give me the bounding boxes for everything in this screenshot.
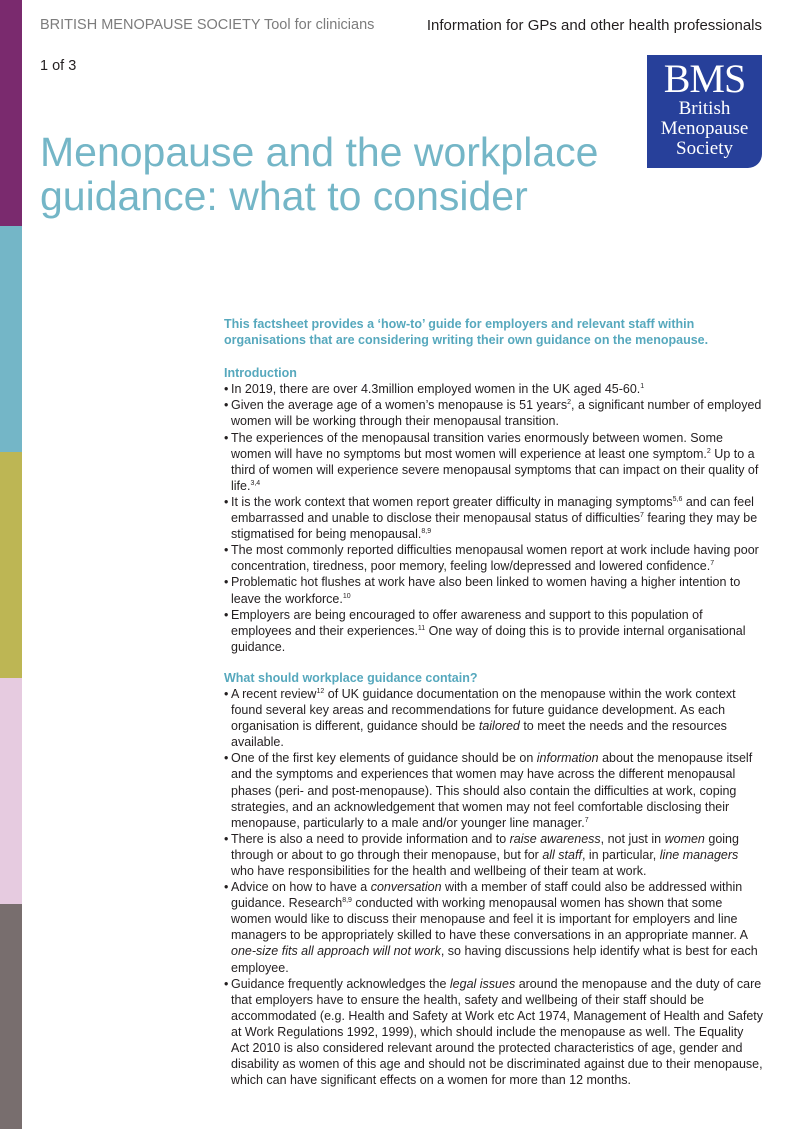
text-run: conducted with working menopausal women has shown that some women would like to discuss their menopause and feel it is important for employers and line managers to be appropriately skilled to have these conversations in an appropriate manner. A	[231, 896, 748, 943]
text-run: One of the first key elements of guidance should be on	[231, 751, 537, 766]
bullet-item	[224, 879, 764, 976]
italic-text: information	[536, 751, 599, 766]
citation-superscript: 3,4	[250, 479, 261, 487]
section	[224, 670, 764, 1088]
text-run: In 2019, there are over 4.3million employed women in the UK aged 45-60.	[231, 382, 641, 397]
bullet-item	[224, 381, 764, 397]
text-run: Guidance frequently acknowledges the	[231, 976, 450, 991]
citation-superscript: 7	[640, 511, 644, 519]
citation-superscript: 8,9	[421, 527, 432, 535]
bms-logo	[647, 55, 762, 168]
bullet-item	[224, 831, 764, 879]
italic-text: one-size fits all approach will not work	[231, 944, 441, 959]
page-title: Menopause and the workplace guidance: what to consider	[40, 129, 599, 219]
text-run: going through or about to go through their menopause, but for	[231, 831, 739, 862]
text-run: Employers are being encouraged to offer awareness and support to this population of employees and their experiences.	[231, 607, 703, 638]
text-run: to meet the needs and the resources available.	[231, 719, 727, 750]
bullet-item	[224, 430, 764, 494]
citation-superscript: 12	[316, 687, 325, 695]
text-run: Given the average age of a women’s menopause is 51 years	[231, 398, 568, 413]
section-heading: What should workplace guidance contain?	[224, 670, 478, 685]
bullet-item	[224, 397, 764, 429]
bullet-item	[224, 607, 764, 655]
sidebar-segment	[0, 904, 22, 1129]
text-run: of UK guidance documentation on the menopause within the work context found several key areas and recommendations for future guidance development. As each organisation is different, guidance should be	[231, 686, 736, 734]
text-run: It is the work context that women report greater difficulty in managing symptoms	[231, 494, 673, 509]
italic-text: women	[664, 831, 705, 846]
text-run: The experiences of the menopausal transition varies enormously between women. Some women will have no symptoms but most women will experience at least one symptom.	[231, 430, 723, 461]
italic-text: conversation	[370, 880, 442, 895]
citation-superscript: 1	[640, 383, 645, 391]
bullet-item	[224, 750, 764, 830]
bullet-item	[224, 686, 764, 750]
text-run: around the menopause and the duty of care that employers have to ensure the health, safety and wellbeing of their staff should be accommodated (e.g. Health and Safety at Work etc Act 1974, Management of Health and Safety at Work Regulations 1992, 1999), which should include the menopause as well. The Equality Act 2010 is also considered relevant around the protected characteristics of age, gender and disability as women of this age and should not be discriminated against due to their menopause, which can have significant effects on a women for more than 12 months.	[231, 976, 764, 1088]
bullet-item	[224, 542, 764, 574]
text-run: One way of doing this is to provide internal organisational guidance.	[231, 623, 746, 654]
text-run: Problematic hot flushes at work have also been linked to women having a higher intention to leave the workforce.	[231, 575, 741, 606]
text-run: , a significant number of employed women will be working through their menopausal transition.	[231, 398, 762, 429]
text-run: The most commonly reported difficulties menopausal women report at work include having poor concentration, tiredness, poor memory, feeling low/depressed and lowered confidence.	[231, 543, 759, 574]
logo-line: Society	[676, 138, 733, 159]
text-run: and can feel embarrassed and unable to disclose their menopausal status of difficulties	[231, 494, 754, 526]
text-run: , so having discussions help identify what is best for each employee.	[231, 944, 758, 975]
section	[224, 365, 764, 655]
logo-line: Menopause	[660, 118, 749, 139]
text-run: Advice on how to have a	[231, 880, 371, 895]
italic-text: all staff	[542, 847, 582, 862]
text-run: Up to a third of women will experience severe menopausal symptoms that can impact on their quality of life.	[231, 446, 759, 493]
sidebar-segment	[0, 0, 22, 226]
text-run: about the menopause itself and the symptoms and experiences that women may have across the different menopausal phases (peri- and post-menopause). This should also contain the difficulties at work, coping strategies, and an acknowledgement that women may not feel comfortable disclosing their menopause, particularly to a male and/or younger line manager.	[231, 751, 753, 830]
citation-superscript: 10	[342, 592, 351, 600]
intro-paragraph: This factsheet provides a ‘how-to’ guide for employers and relevant staff within organisations that are considering writing their own guidance on the menopause.	[224, 317, 709, 348]
header-left-text: BRITISH MENOPAUSE SOCIETY Tool for clinicians	[40, 17, 375, 33]
sections-container	[224, 365, 764, 1088]
color-sidebar	[0, 0, 22, 1129]
text-run: , not just in	[600, 831, 665, 846]
italic-text: line managers	[659, 847, 739, 862]
bullet-list	[224, 686, 764, 1088]
citation-superscript: 11	[417, 624, 426, 632]
citation-superscript: 2	[567, 399, 571, 407]
italic-text: tailored	[478, 719, 520, 734]
citation-superscript: 5,6	[672, 495, 683, 503]
italic-text: legal issues	[449, 976, 516, 991]
text-run: , in particular,	[581, 847, 660, 862]
citation-superscript: 7	[710, 560, 715, 568]
sidebar-segment	[0, 678, 22, 904]
logo-abbreviation: BMS	[663, 56, 746, 101]
text-run: There is also a need to provide information and to	[231, 831, 510, 846]
bullet-item	[224, 574, 764, 606]
bullet-item	[224, 494, 764, 542]
bullet-list	[224, 381, 764, 655]
text-run: fearing they may be stigmatised for being menopausal.	[231, 511, 758, 542]
sidebar-segment	[0, 452, 22, 678]
header-right-text: Information for GPs and other health professionals	[426, 17, 762, 34]
page-number: 1 of 3	[40, 58, 77, 74]
section-heading: Introduction	[224, 366, 297, 381]
logo-line: British	[678, 98, 731, 119]
sidebar-segment	[0, 226, 22, 452]
text-run: who have responsibilities for the health and wellbeing of their team at work.	[231, 864, 647, 878]
italic-text: raise awareness	[509, 831, 601, 846]
citation-superscript: 2	[706, 447, 711, 455]
text-run: with a member of staff could also be addressed within guidance. Research	[231, 880, 743, 911]
citation-superscript: 8,9	[342, 897, 352, 905]
bullet-item	[224, 976, 764, 1089]
text-run: A recent review	[231, 686, 317, 701]
main-content	[224, 316, 764, 1103]
citation-superscript: 7	[584, 816, 589, 824]
